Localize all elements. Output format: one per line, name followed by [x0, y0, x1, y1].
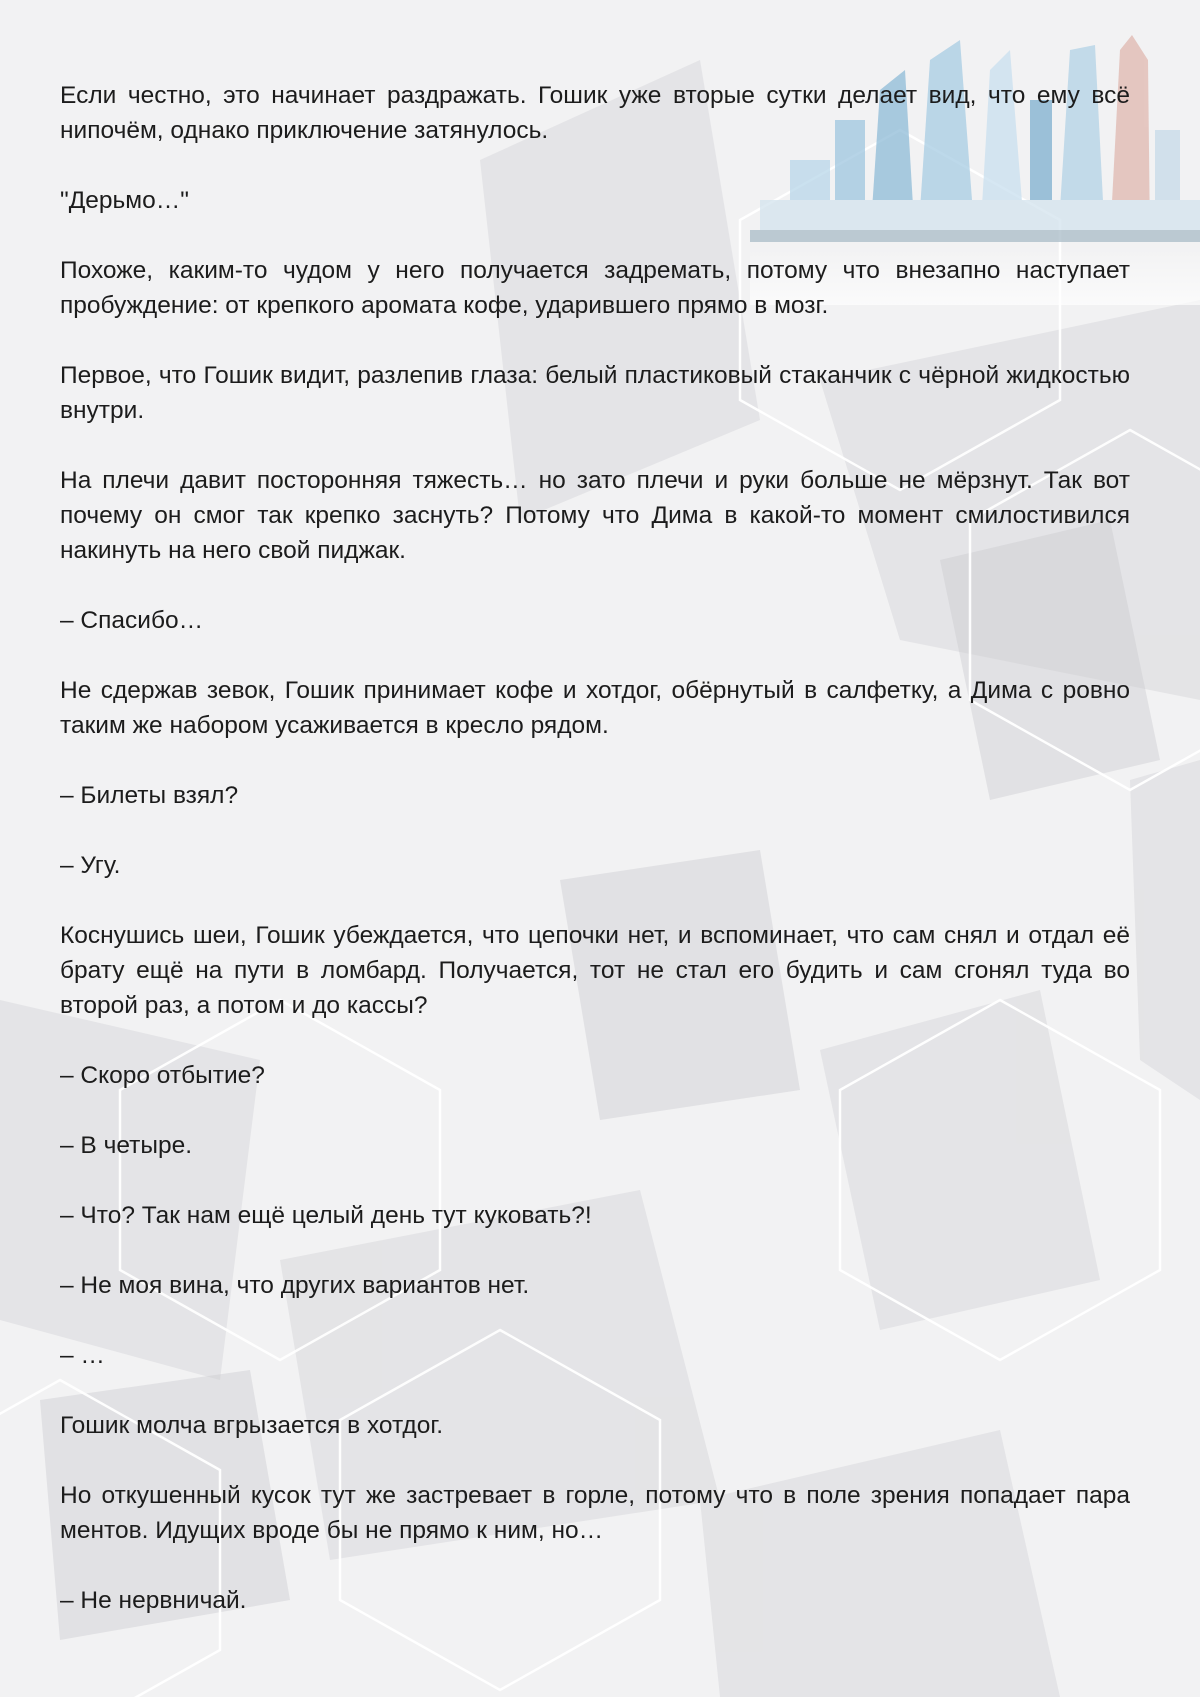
paragraph: На плечи давит посторонняя тяжесть… но зато плечи и руки больше не мёрзнут. Так вот почему он смог так крепко заснуть? Потому что Дима в какой-то момент смилостивился накинуть на него свой пиджак.: [60, 467, 1130, 564]
paragraph: – Спасибо…: [60, 607, 204, 634]
paragraph: Коснушись шеи, Гошик убеждается, что цепочки нет, и вспоминает, что сам снял и отдал её брату ещё на пути в ломбард. Получается, тот не стал его будить и сам сгонял туда во второй раз, а потом и до кассы?: [60, 922, 1130, 1019]
paragraph: Если честно, это начинает раздражать. Гошик уже вторые сутки делает вид, что ему всё нипочём, однако приключение затянулось.: [60, 82, 1130, 144]
paragraph: Не сдержав зевок, Гошик принимает кофе и хотдог, обёрнутый в салфетку, а Дима с ровно таким же набором усаживается в кресло рядом.: [60, 677, 1130, 739]
paragraph: – Билеты взял?: [60, 782, 239, 809]
paragraph: – Что? Так нам ещё целый день тут куковать?!: [60, 1202, 592, 1229]
paragraph: Первое, что Гошик видит, разлепив глаза: белый пластиковый стаканчик с чёрной жидкостью внутри.: [60, 362, 1130, 424]
paragraph: – Угу.: [60, 852, 121, 879]
paragraph: – Не нервничай.: [60, 1587, 247, 1614]
paragraph: – Скоро отбытие?: [60, 1062, 265, 1089]
paragraph: Гошик молча вгрызается в хотдог.: [60, 1412, 444, 1439]
paragraph: Похоже, каким-то чудом у него получается задремать, потому что внезапно наступает пробуждение: от крепкого аромата кофе, ударившего прямо в мозг.: [60, 257, 1130, 319]
paragraph: Но откушенный кусок тут же застревает в горле, потому что в поле зрения попадает пара ментов. Идущих вроде бы не прямо к ним, но…: [60, 1482, 1130, 1544]
story-text: [60, 78, 1130, 1653]
paragraph: – Не моя вина, что других вариантов нет.: [60, 1272, 530, 1299]
paragraph: "Дерьмо…": [60, 187, 189, 214]
paragraph: – В четыре.: [60, 1132, 193, 1159]
paragraph: – …: [60, 1342, 105, 1369]
